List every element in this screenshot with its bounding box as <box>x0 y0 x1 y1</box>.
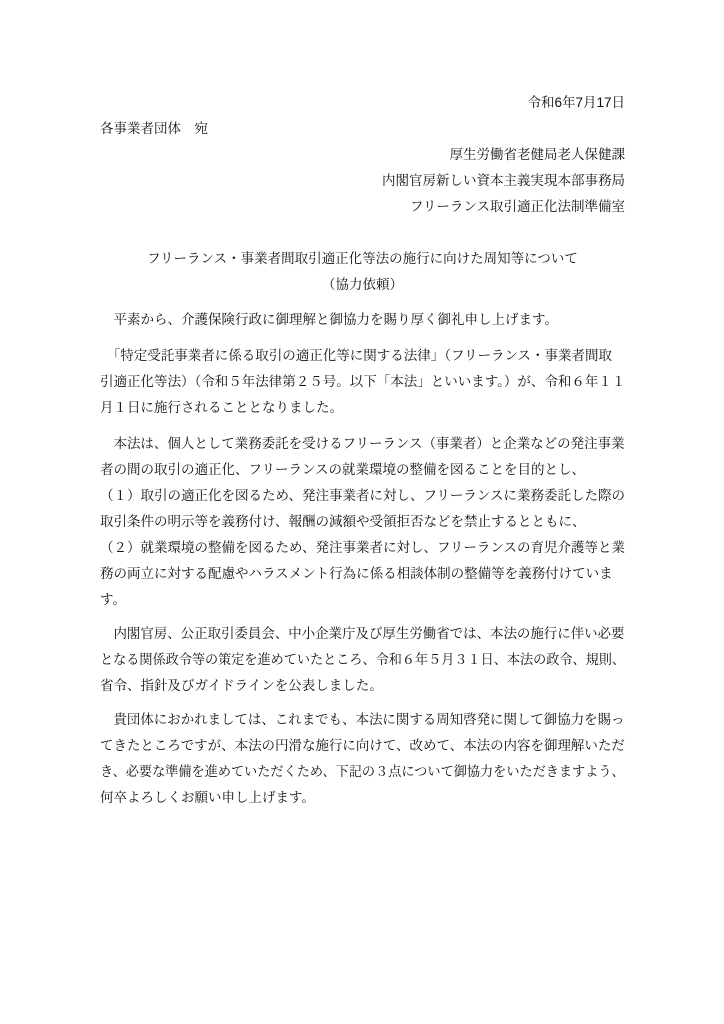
paragraph-cooperation-request <box>100 707 625 811</box>
recipient-line: 各事業者団体 宛 <box>100 121 208 136</box>
paragraph-line: （２）就業環境の整備を図るため、発注事業者に対し、フリーランスの育児介護等と業 <box>100 540 626 555</box>
paragraph-line: 務の両立に対する配慮やハラスメント行為に係る相談体制の整備等を義務付けていま <box>100 566 613 581</box>
sender-organization: 厚生労働省老健局老人保健課 <box>449 147 625 162</box>
paragraph-line: となる関係政令等の策定を進めていたところ、令和６年５月３１日、本法の政令、規則、 <box>100 652 625 667</box>
paragraph-line: 者の間の取引の適正化、フリーランスの就業環境の整備を図ることを目的とし、 <box>100 462 586 477</box>
paragraph-line: 本法は、個人として業務委託を受けるフリーランス（事業者）と企業などの発注事業 <box>100 436 625 451</box>
paragraph-line: す。 <box>100 592 126 607</box>
sender-organization: 内閣官房新しい資本主義実現本部事務局 <box>382 173 625 188</box>
paragraph-law-purpose <box>100 431 625 613</box>
paragraph-line: き、必要な準備を進めていただくため、下記の３点について御協力をいただきますよう、 <box>100 764 625 779</box>
paragraph-greeting <box>100 307 625 333</box>
paragraph-line: 「特定受託事業者に係る取引の適正化等に関する法律」（フリーランス・事業者間取 <box>100 348 613 363</box>
paragraph-line: てきたところですが、本法の円滑な施行に向けて、改めて、本法の内容を御理解いただ <box>100 738 625 753</box>
paragraph-line: 貴団体におかれましては、これまでも、本法に関する周知啓発に関して御協力を賜っ <box>100 712 625 727</box>
document-title-sub: （協力依頼） <box>322 277 403 292</box>
paragraph-line: 平素から、介護保険行政に御理解と御協力を賜り厚く御礼申し上げます。 <box>100 312 558 327</box>
paragraph-line: （１）取引の適正化を図るため、発注事業者に対し、フリーランスに業務委託した際の <box>100 488 626 503</box>
paragraph-ordinance-publication <box>100 621 625 699</box>
document-content <box>100 90 625 811</box>
document-date: 令和6年7月17日 <box>527 95 625 110</box>
document-title-main: フリーランス・事業者間取引適正化等法の施行に向けた周知等について <box>147 251 578 266</box>
paragraph-line: 何卒よろしくお願い申し上げます。 <box>100 790 315 805</box>
paragraph-line: 省令、指針及びガイドラインを公表しました。 <box>100 678 383 693</box>
paragraph-law-enactment <box>100 343 625 421</box>
paragraph-line: 内閣官房、公正取引委員会、中小企業庁及び厚生労働省では、本法の施行に伴い必要 <box>100 626 625 641</box>
sender-organization: フリーランス取引適正化法制準備室 <box>409 199 625 214</box>
paragraph-line: 月１日に施行されることとなりました。 <box>100 400 343 415</box>
document-title <box>100 246 625 298</box>
paragraph-line: 取引条件の明示等を義務付け、報酬の減額や受領拒否などを禁止するとともに、 <box>100 514 586 529</box>
sender-block <box>100 142 625 220</box>
paragraph-line: 引適正化等法）（令和５年法律第２５号。以下「本法」といいます。）が、令和６年１１ <box>100 374 626 389</box>
